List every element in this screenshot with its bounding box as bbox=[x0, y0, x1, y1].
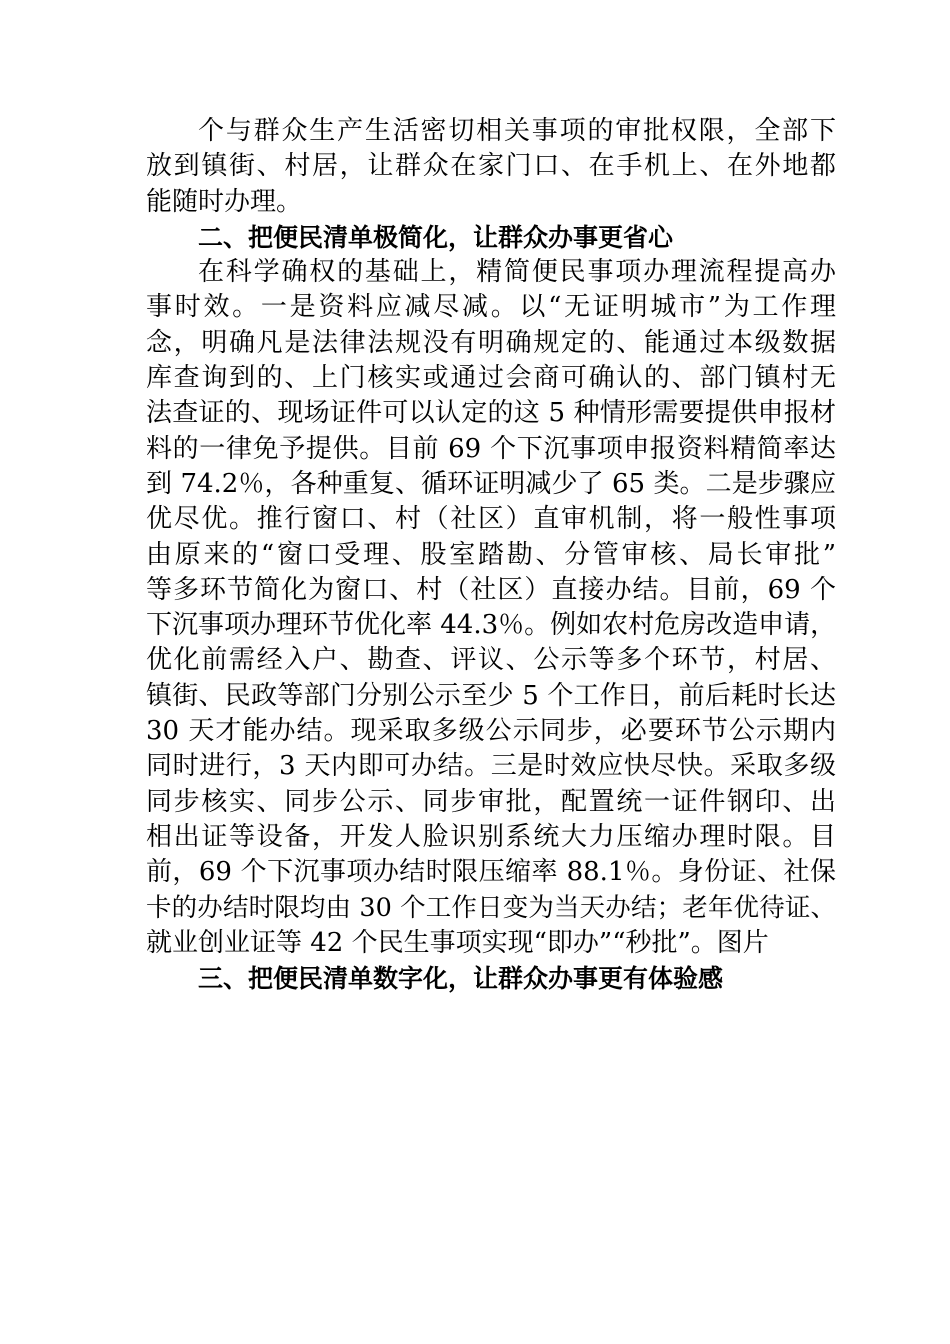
text-line: 相出证等设备，开发人脸识别系统大力压缩办理时限。目 bbox=[146, 821, 836, 852]
text-line: 30 天才能办结。现采取多级公示同步，必要环节公示期内 bbox=[146, 716, 836, 747]
text-line: 念，明确凡是法律法规没有明确规定的、能通过本级数据 bbox=[146, 327, 836, 358]
text-line: 料的一律免予提供。目前 69 个下沉事项申报资料精简率达 bbox=[146, 433, 836, 464]
text-line: 就业创业证等 42 个民生事项实现“即办”“秒批”。图片 bbox=[146, 927, 769, 958]
section-heading-3: 三、把便民清单数字化，让群众办事更有体验感 bbox=[198, 964, 724, 994]
text-line: 能随时办理。 bbox=[146, 186, 303, 217]
text-line: 在科学确权的基础上，精简便民事项办理流程提高办 bbox=[198, 257, 836, 288]
text-line: 优尽优。推行窗口、村（社区）直审机制，将一般性事项 bbox=[146, 504, 836, 535]
text-line: 事时效。一是资料应减尽减。以“无证明城市”为工作理 bbox=[146, 292, 836, 323]
text-line: 放到镇街、村居，让群众在家门口、在手机上、在外地都 bbox=[146, 151, 836, 182]
text-line: 库查询到的、上门核实或通过会商可确认的、部门镇村无 bbox=[146, 363, 836, 394]
text-line: 到 74.2％，各种重复、循环证明减少了 65 类。二是步骤应 bbox=[146, 468, 836, 499]
text-line: 下沉事项办理环节优化率 44.3％。例如农村危房改造申请， bbox=[146, 610, 837, 641]
paragraph-section-2 bbox=[146, 255, 836, 961]
document-page bbox=[146, 114, 836, 996]
paragraph-continued bbox=[146, 114, 836, 220]
text-line: 卡的办结时限均由 30 个工作日变为当天办结；老年优待证、 bbox=[146, 892, 836, 923]
text-line: 同时进行，3 天内即可办结。三是时效应快尽快。采取多级 bbox=[146, 751, 836, 782]
text-line: 优化前需经入户、勘查、评议、公示等多个环节，村居、 bbox=[146, 645, 836, 676]
text-line: 同步核实、同步公示、同步审批，配置统一证件钢印、出 bbox=[146, 786, 836, 817]
text-line: 个与群众生产生活密切相关事项的审批权限，全部下 bbox=[198, 116, 836, 146]
text-line: 由原来的“窗口受理、股室踏勘、分管审核、局长审批” bbox=[146, 539, 836, 570]
text-line: 法查证的、现场证件可以认定的这 5 种情形需要提供申报材 bbox=[146, 398, 836, 429]
section-heading-2: 二、把便民清单极简化，让群众办事更省心 bbox=[198, 222, 674, 252]
text-line: 前，69 个下沉事项办结时限压缩率 88.1％。身份证、社保 bbox=[146, 857, 836, 888]
text-line: 等多环节简化为窗口、村（社区）直接办结。目前，69 个 bbox=[146, 574, 836, 605]
text-line: 镇街、民政等部门分别公示至少 5 个工作日，前后耗时长达 bbox=[146, 680, 836, 711]
